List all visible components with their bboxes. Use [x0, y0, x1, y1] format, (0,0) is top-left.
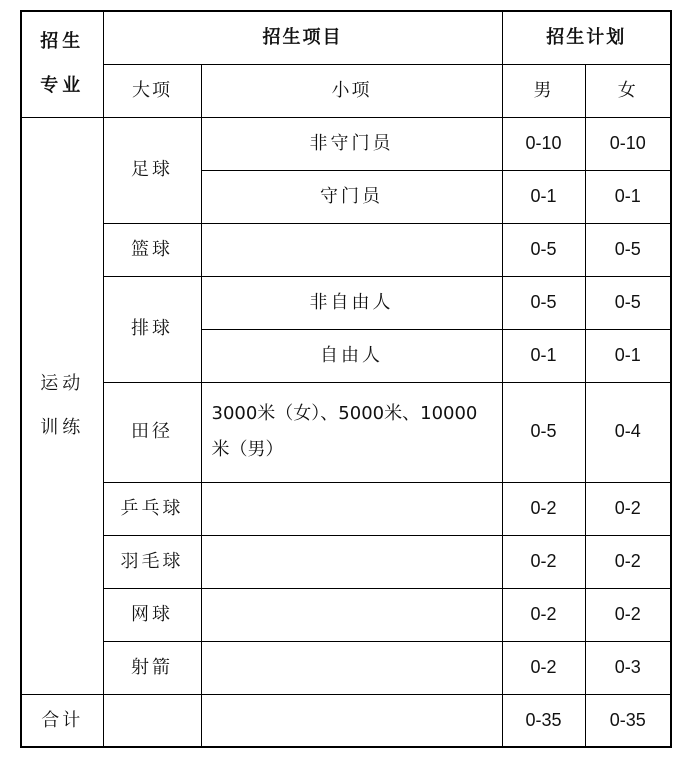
major-header	[21, 11, 103, 117]
male-value: 0-10	[502, 117, 585, 170]
female-value: 0-1	[585, 170, 671, 223]
subitem-empty	[201, 641, 502, 694]
major-line2: 训练	[40, 416, 85, 438]
male-header: 男	[502, 64, 585, 117]
table-row	[21, 382, 671, 482]
category-badminton: 羽毛球	[103, 535, 201, 588]
subitem-empty	[201, 535, 502, 588]
category-volleyball: 排球	[103, 276, 201, 382]
subitem-empty	[201, 482, 502, 535]
table-row	[21, 588, 671, 641]
table-row	[21, 223, 671, 276]
subitem-empty	[201, 223, 502, 276]
male-value: 0-2	[502, 588, 585, 641]
female-value: 0-4	[585, 382, 671, 482]
project-header: 招生项目	[103, 11, 502, 64]
total-label: 合计	[21, 694, 103, 747]
subitem-header: 小项	[201, 64, 502, 117]
male-value: 0-5	[502, 382, 585, 482]
major-header-line2: 专业	[40, 75, 85, 97]
female-value: 0-3	[585, 641, 671, 694]
male-value: 0-5	[502, 223, 585, 276]
total-empty-category	[103, 694, 201, 747]
subitem-goalkeeper: 守门员	[201, 170, 502, 223]
header-row-2	[21, 64, 671, 117]
major-line1: 运动	[40, 372, 85, 394]
category-track: 田径	[103, 382, 201, 482]
table-row	[21, 641, 671, 694]
plan-header: 招生计划	[502, 11, 671, 64]
total-empty-subitem	[201, 694, 502, 747]
category-basketball: 篮球	[103, 223, 201, 276]
admission-plan-table	[20, 10, 672, 748]
category-pingpong: 乒乓球	[103, 482, 201, 535]
subitem-empty	[201, 588, 502, 641]
total-row	[21, 694, 671, 747]
table-row	[21, 276, 671, 329]
total-female-value: 0-35	[585, 694, 671, 747]
table-row	[21, 482, 671, 535]
male-value: 0-2	[502, 641, 585, 694]
category-tennis: 网球	[103, 588, 201, 641]
total-male-value: 0-35	[502, 694, 585, 747]
female-value: 0-5	[585, 276, 671, 329]
table-row	[21, 535, 671, 588]
subitem-non-goalkeeper: 非守门员	[201, 117, 502, 170]
category-header: 大项	[103, 64, 201, 117]
male-value: 0-2	[502, 482, 585, 535]
subitem-track-events	[201, 382, 502, 482]
major-header-line1: 招生	[40, 31, 85, 53]
track-events-text: 3000米（女）、5000米、10000米（男）	[211, 403, 478, 460]
female-value: 0-2	[585, 535, 671, 588]
female-value: 0-2	[585, 482, 671, 535]
category-archery: 射箭	[103, 641, 201, 694]
female-header: 女	[585, 64, 671, 117]
table-row	[21, 117, 671, 170]
male-value: 0-2	[502, 535, 585, 588]
subitem-libero: 自由人	[201, 329, 502, 382]
major-cell	[21, 117, 103, 694]
header-row-1	[21, 11, 671, 64]
male-value: 0-1	[502, 170, 585, 223]
male-value: 0-1	[502, 329, 585, 382]
female-value: 0-10	[585, 117, 671, 170]
male-value: 0-5	[502, 276, 585, 329]
category-football: 足球	[103, 117, 201, 223]
subitem-non-libero: 非自由人	[201, 276, 502, 329]
female-value: 0-2	[585, 588, 671, 641]
female-value: 0-5	[585, 223, 671, 276]
female-value: 0-1	[585, 329, 671, 382]
